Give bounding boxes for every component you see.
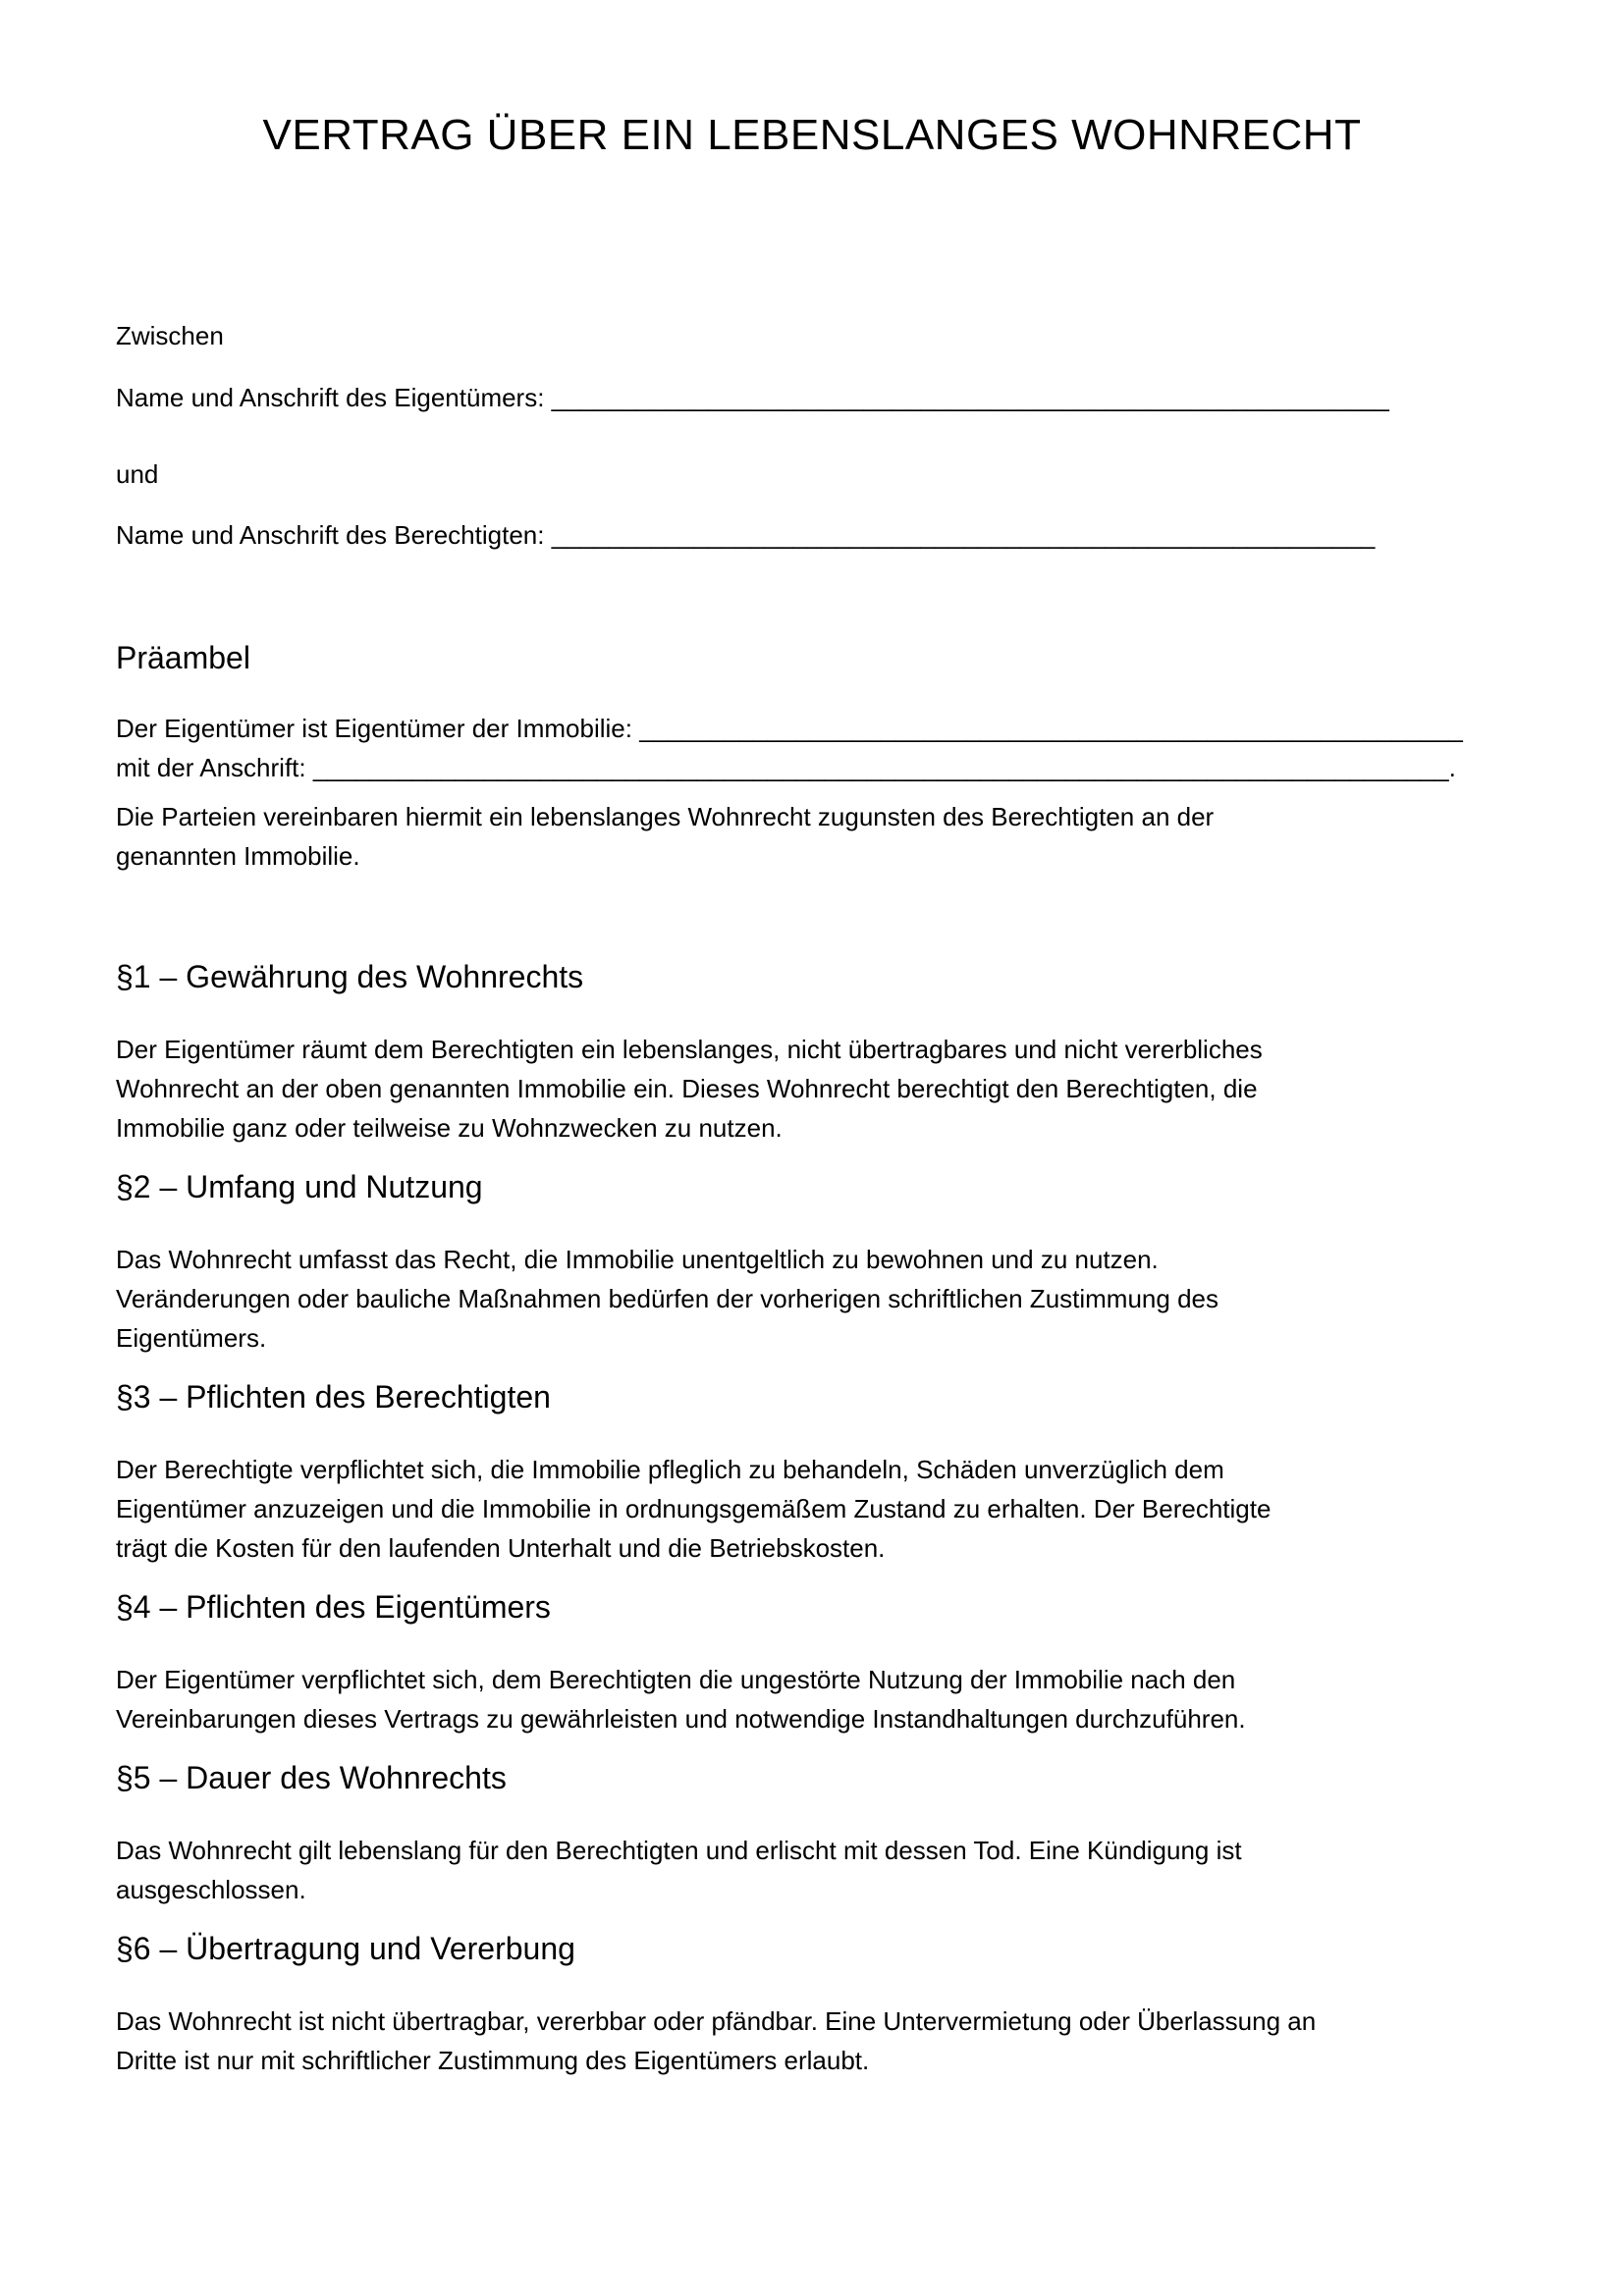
property-identification-paragraph: [116, 709, 1508, 787]
property-blank-field: __________________________________________________________: [639, 714, 1463, 743]
section-3-heading: §3 – Pflichten des Berechtigten: [116, 1379, 551, 1415]
agreement-line: Die Parteien vereinbaren hiermit ein lebenslanges Wohnrecht zugunsten des Berechtigten an der: [116, 802, 1215, 831]
beneficiary-name-blank-field: __________________________________________________________: [551, 520, 1376, 550]
paragraph-line: Das Wohnrecht umfasst das Recht, die Immobilie unentgeltlich zu bewohnen und zu nutzen.: [116, 1245, 1159, 1274]
owner-name-blank-field: ___________________________________________________________: [551, 383, 1389, 412]
paragraph-line: Immobilie ganz oder teilweise zu Wohnzwecken zu nutzen.: [116, 1113, 783, 1143]
section-2-paragraph: [116, 1240, 1508, 1358]
section-4-paragraph: [116, 1660, 1508, 1738]
paragraph-line: Wohnrecht an der oben genannten Immobilie ein. Dieses Wohnrecht berechtigt den Berechtigten, die: [116, 1074, 1258, 1103]
paragraph-line: trägt die Kosten für den laufenden Unterhalt und die Betriebskosten.: [116, 1533, 886, 1563]
agreement-line: genannten Immobilie.: [116, 841, 360, 871]
paragraph-line: Eigentümers.: [116, 1323, 267, 1353]
section-3-paragraph: [116, 1450, 1508, 1568]
document-title: VERTRAG ÜBER EIN LEBENSLANGES WOHNRECHT: [262, 111, 1362, 159]
paragraph-line: Vereinbarungen dieses Vertrags zu gewährleisten und notwendige Instandhaltungen durchzuführen.: [116, 1704, 1246, 1734]
section-6-heading: §6 – Übertragung und Vererbung: [116, 1931, 575, 1966]
beneficiary-name-line: [116, 515, 1508, 555]
section-5-heading: §5 – Dauer des Wohnrechts: [116, 1760, 507, 1795]
address-period: .: [1448, 753, 1456, 782]
beneficiary-name-label: Name und Anschrift des Berechtigten:: [116, 520, 552, 550]
paragraph-line: Der Berechtigte verpflichtet sich, die Immobilie pfleglich zu behandeln, Schäden unverzüglich dem: [116, 1455, 1224, 1484]
paragraph-line: Veränderungen oder bauliche Maßnahmen bedürfen der vorherigen schriftlichen Zustimmung des: [116, 1284, 1218, 1313]
paragraph-line: Das Wohnrecht ist nicht übertragbar, vererbbar oder pfändbar. Eine Untervermietung oder Überlassung an: [116, 2006, 1317, 2036]
paragraph-line: Der Eigentümer räumt dem Berechtigten ein lebenslanges, nicht übertragbares und nicht vererbliches: [116, 1035, 1263, 1064]
paragraph-line: Dritte ist nur mit schriftlicher Zustimmung des Eigentümers erlaubt.: [116, 2046, 870, 2075]
owner-name-line: [116, 378, 1508, 417]
section-4-heading: §4 – Pflichten des Eigentümers: [116, 1589, 551, 1625]
section-5-paragraph: [116, 1831, 1508, 1909]
property-label: Der Eigentümer ist Eigentümer der Immobilie:: [116, 714, 640, 743]
agreement-paragraph: [116, 797, 1508, 876]
preamble-heading: Präambel: [116, 640, 250, 675]
paragraph-line: Das Wohnrecht gilt lebenslang für den Berechtigten und erlischt mit dessen Tod. Eine Kündigung ist: [116, 1836, 1242, 1865]
paragraph-line: Eigentümer anzuzeigen und die Immobilie in ordnungsgemäßem Zustand zu erhalten. Der Berechtigte: [116, 1494, 1272, 1523]
section-1-heading: §1 – Gewährung des Wohnrechts: [116, 959, 584, 994]
section-1-paragraph: [116, 1030, 1508, 1148]
section-2-heading: §2 – Umfang und Nutzung: [116, 1169, 483, 1204]
parties-connector: und: [116, 459, 159, 489]
address-label: mit der Anschrift:: [116, 753, 313, 782]
parties-intro: Zwischen: [116, 321, 224, 350]
owner-name-label: Name und Anschrift des Eigentümers:: [116, 383, 552, 412]
paragraph-line: ausgeschlossen.: [116, 1875, 306, 1904]
paragraph-line: Der Eigentümer verpflichtet sich, dem Berechtigten die ungestörte Nutzung der Immobilie nach den: [116, 1665, 1236, 1694]
section-6-paragraph: [116, 2002, 1508, 2080]
address-blank-field: ________________________________________________________________________________: [312, 753, 1449, 782]
